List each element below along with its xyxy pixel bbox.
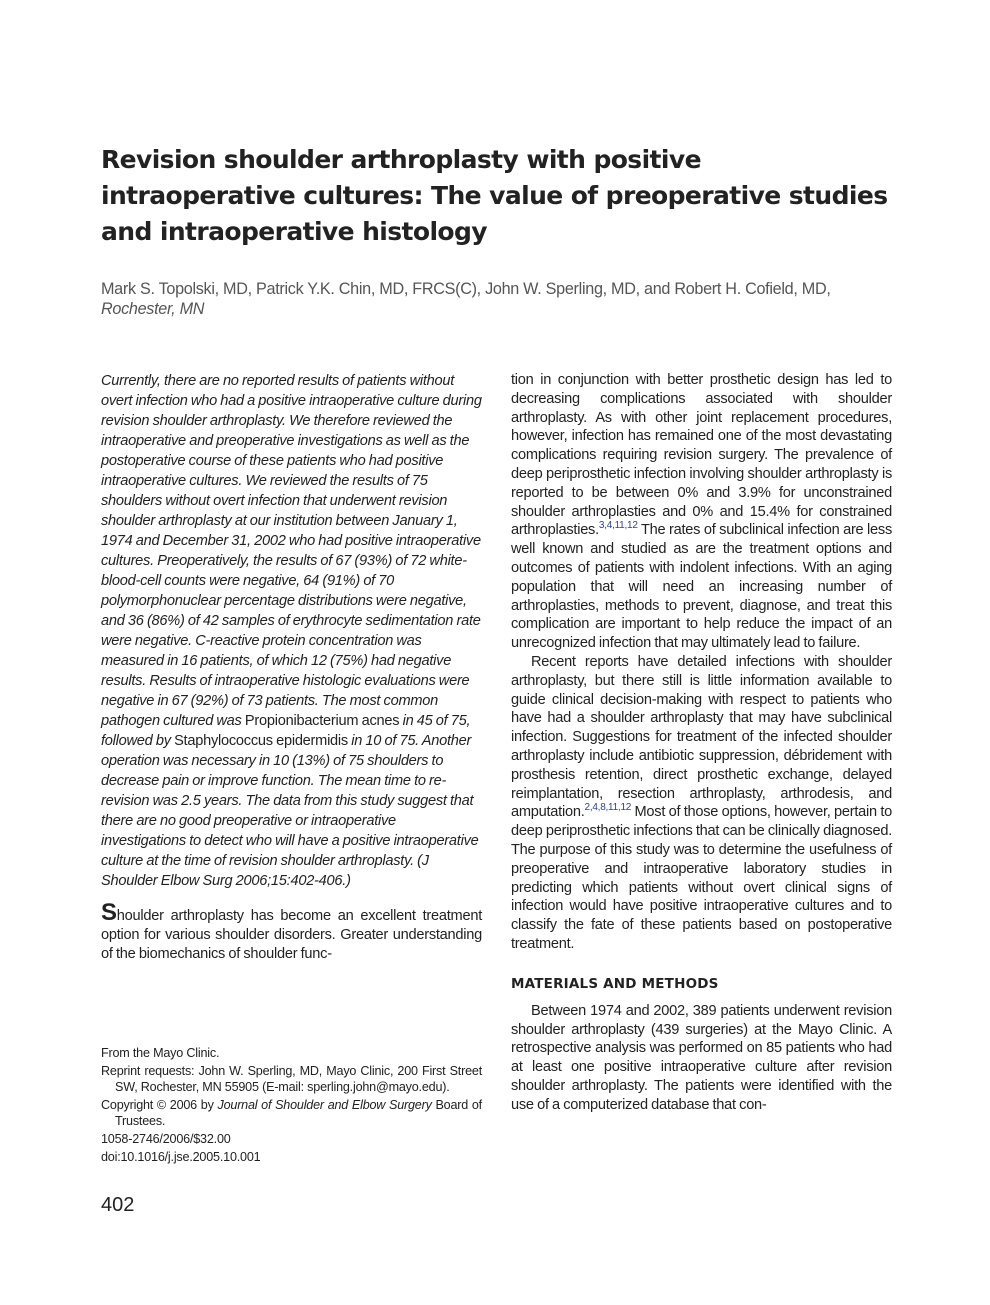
footnotes [101,1045,482,1167]
reference-link-2[interactable]: 2,4,8,11,12 [584,802,632,814]
author-list [101,279,891,319]
abstract [101,371,482,891]
abstract-text-3: in 10 of 75. Another operation was necessary in 10 (13%) of 75 shoulders to decrease pain or improve function. The mean time to re-revision was 2.5 years. The data from this study suggest that there are no good preoperative or intraoperative investigations to detect who will have a positive intraoperative culture at the time of revision shoulder arthroplasty. (J Shoulder Elbow Surg 2006;15:402-406.) [101,733,479,889]
intro-paragraph-2 [511,653,892,954]
article-title: Revision shoulder arthroplasty with positive intraoperative cultures: The value of preoperative studies and intraoperative histology [101,145,888,246]
drop-cap: S [101,899,117,926]
reprint-note: Reprint requests: John W. Sperling, MD, Mayo Clinic, 200 First Street SW, Rochester, MN 55905 (E-mail: sperling.john@mayo.edu). [101,1064,482,1094]
journal-name: Journal of Shoulder and Elbow Surgery [217,1098,432,1112]
author-names: Mark S. Topolski, MD, Patrick Y.K. Chin, MD, FRCS(C), John W. Sperling, MD, and Robert H. Cofield, MD, [101,280,831,298]
left-column [101,371,482,963]
species-propionibacterium: Propionibacterium acnes [244,713,400,729]
intro-text-1b: The rates of subclinical infection are less well known and studied as are the treatment options and outcomes of patients with indolent infections. With an aging population that will need an increasing number of arthroplasties, methods to prevent, diagnose, and treat this complication are important to help reduce the impact of an unrecognized infection that may ultimately lead to failure. [511,522,892,652]
reference-link-1[interactable]: 3,4,11,12 [598,520,638,532]
intro-paragraph-start [101,899,482,963]
author-location: Rochester, MN [101,300,205,318]
copyright-text: Copyright © 2006 by [101,1098,218,1112]
right-column [511,371,892,1114]
copyright-note [101,1097,482,1129]
intro-text-left: houlder arthroplasty has become an excellent treatment option for various shoulder disorders. Greater understanding of the biomechanics of shoulder func- [101,908,482,962]
intro-text-2a: Recent reports have detailed infections with shoulder arthroplasty, but there still is little information available to guide clinical decision-making with respect to patients who have had a shoulder arthroplasty that may have subclinical infection. Suggestions for treatment of the infected shoulder arthroplasty include antibiotic suppression, débridement with prosthesis retention, direct prosthetic exchange, delayed reimplantation, resection arthroplasty, arthrodesis, and amputation. [511,653,892,821]
section-heading-methods: MATERIALS AND METHODS [511,975,719,992]
methods-paragraph-1: Between 1974 and 2002, 389 patients underwent revision shoulder arthroplasty (439 surgeries) at the Mayo Clinic. A retrospective analysis was performed on 85 patients who had at least one positive intraoperative culture after revision shoulder arthroplasty. The patients were identified with the use of a computerized database that con- [511,1002,892,1113]
species-staphylococcus: Staphylococcus epidermidis [174,733,348,749]
issn-note: 1058-2746/2006/$32.00 [101,1132,231,1146]
affiliation-note: From the Mayo Clinic. [101,1046,220,1060]
copyright-holder: Board of Trustees. [115,1098,482,1128]
intro-paragraph-1 [511,371,892,653]
intro-text-2b: Most of those options, however, pertain to deep periprosthetic infections that can be clinically diagnosed. The purpose of this study was to determine the usefulness of preoperative and intraoperative laboratory studies in predicting which patients without overt clinical signs of infection would have positive intraoperative cultures and to classify the fate of these patients based on postoperative treatment. [511,804,892,952]
page-number: 402 [101,1194,135,1216]
abstract-text-2: in 45 of 75, followed by [101,713,471,749]
doi-note[interactable]: doi:10.1016/j.jse.2005.10.001 [101,1150,261,1164]
abstract-text-1: Currently, there are no reported results of patients without overt infection who had a positive intraoperative culture during revision shoulder arthroplasty. We therefore reviewed the intraoperative and preoperative investigations as well as the postoperative course of these patients who had positive intraoperative cultures. We reviewed the results of 75 shoulders without overt infection that underwent revision shoulder arthroplasty at our institution between January 1, 1974 and December 31, 2002 who had positive intraoperative cultures. Preoperatively, the results of 67 (93%) of 72 white-blood-cell counts were negative, 64 (91%) of 70 polymorphonuclear percentage distributions were negative, and 36 (86%) of 42 samples of erythrocyte sedimentation rate were negative. C-reactive protein concentration was measured in 16 patients, of which 12 (75%) had negative results. Results of intraoperative histologic evaluations were negative in 67 (92%) of 73 patients. The most common pathogen cultured was [101,373,482,729]
intro-text-1a: tion in conjunction with better prosthetic design has led to decreasing complications associated with shoulder arthroplasty. As with other joint replacement procedures, however, infection has remained one of the most devastating complications requiring revision surgery. The prevalence of deep periprosthetic infection involving shoulder arthroplasty is reported to be between 0% and 3.9% for unconstrained shoulder arthroplasties and 0% and 15.4% for constrained arthroplasties. [511,372,892,539]
